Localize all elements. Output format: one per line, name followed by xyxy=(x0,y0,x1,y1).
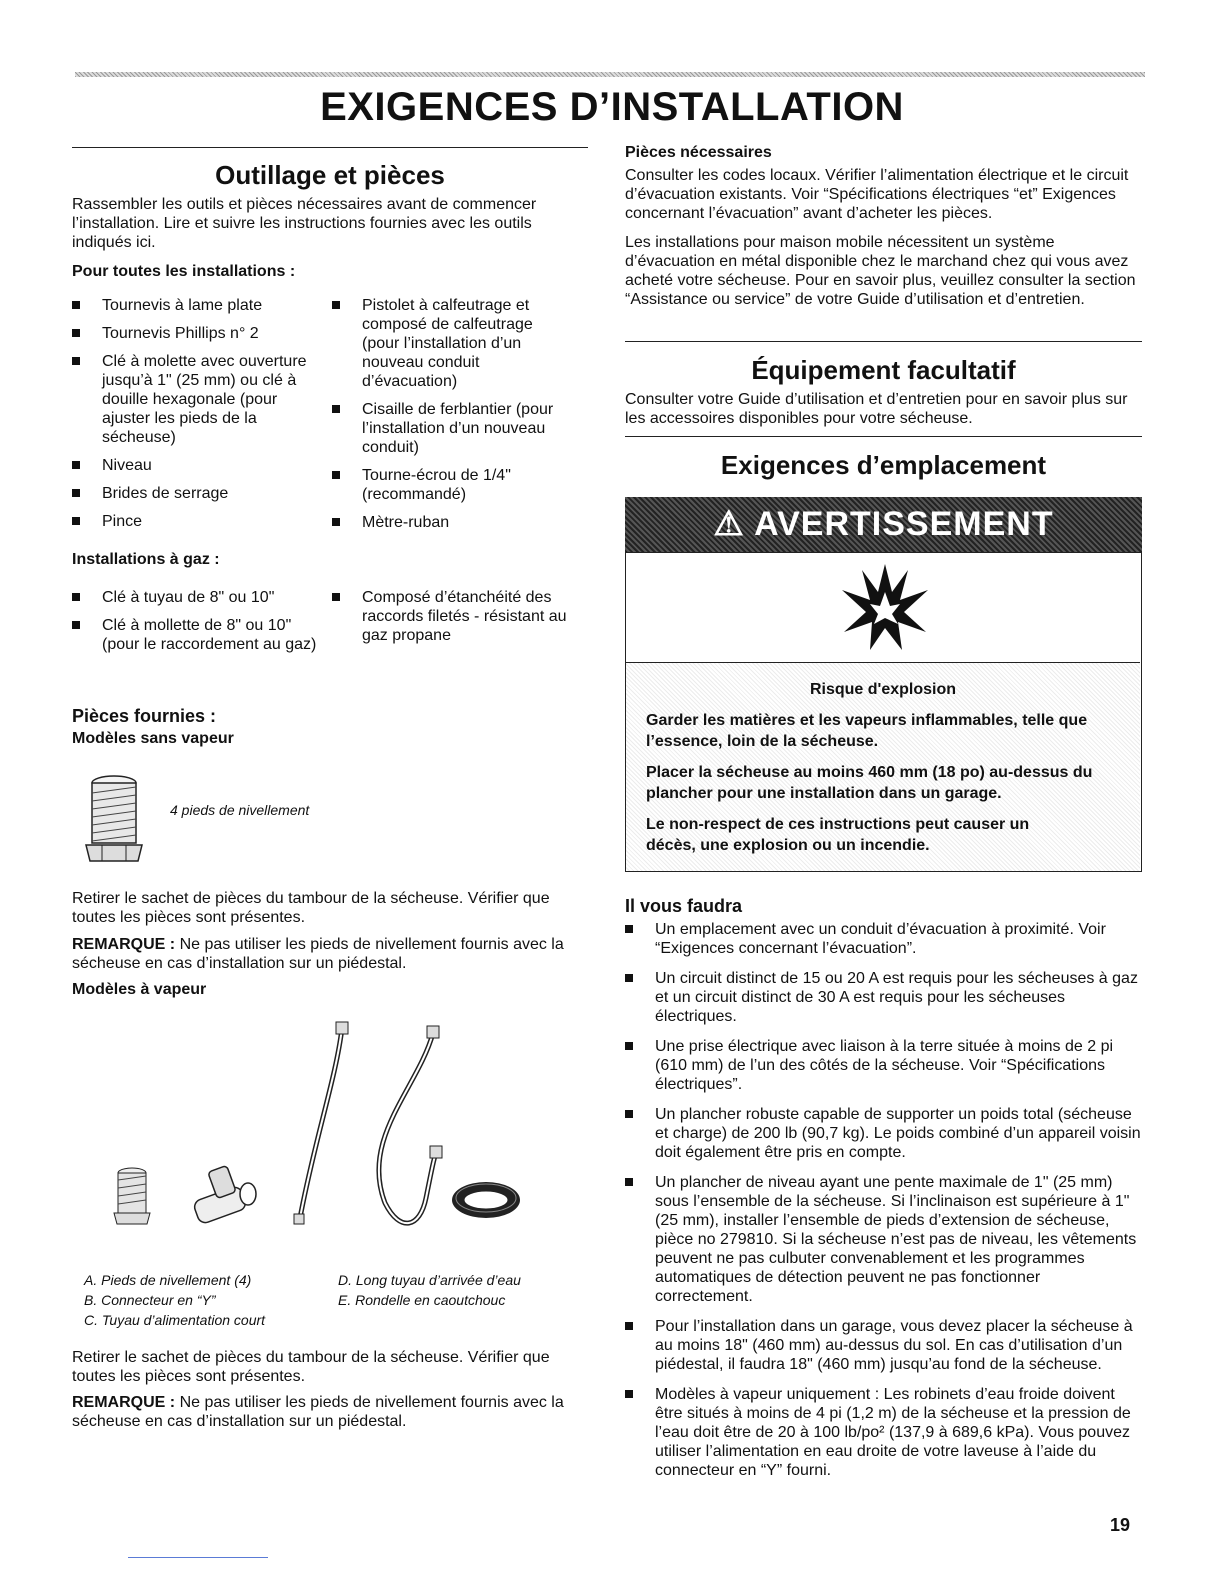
list-item: Composé d’étanchéité des raccords filetés - résistant au gaz propane xyxy=(332,588,572,645)
you-will-need-label: Il vous faudra xyxy=(625,896,743,916)
all-tools-list-2 xyxy=(332,296,572,541)
section-divider xyxy=(625,436,1142,437)
list-item: Tournevis à lame plate xyxy=(72,296,322,315)
gas-tools-list-1 xyxy=(72,588,322,663)
list-item: Mètre-ruban xyxy=(332,513,572,532)
warning-line: Le non-respect de ces instructions peut causer un décès, une explosion ou un incendie. xyxy=(646,816,1030,854)
note-text: Ne pas utiliser les pieds de nivellement fournis avec la sécheuse en cas d’installation sur un piédestal. xyxy=(72,936,564,972)
list-item: Modèles à vapeur uniquement : Les robinets d’eau froide doivent être situés à moins de 4 pi (1,2 m) de la sécheuse et la pression de l’eau doit être de 20 à 100 lb/po² (137,9 à 689,6 kPa). Vous pouvez utiliser l’alimentation en eau droite de votre laveuse à l’aide du connecteur en “Y” fourni. xyxy=(625,1385,1142,1480)
page-number: 19 xyxy=(1110,1515,1131,1535)
list-item: Un plancher de niveau ayant une pente maximale de 1" (25 mm) sous l’ensemble de la sécheuse. Si l’inclinaison est supérieure à 1" (25 mm), installer l’ensemble de pieds d’extension de sécheuse, pièce no 279810. Si la sécheuse n’est pas de niveau, les vêtements peuvent ne pas culbuter convenablement et les programmes automatiques de détection peuvent ne pas fonctionner correctement. xyxy=(625,1173,1142,1306)
list-item: Tournevis Phillips n° 2 xyxy=(72,324,322,343)
long-hose-icon xyxy=(379,1026,442,1223)
parts-needed-text: Consulter les codes locaux. Vérifier l’alimentation électrique et le circuit d’évacuation existants. Voir “Spécifications électriques “et” Exigences concernant l’évacuation” avant d’acheter les pièces. xyxy=(625,167,1129,222)
list-item: Pour l’installation dans un garage, vous devez placer la sécheuse à au moins 18" (460 mm) au-dessus du sol. En cas d’utilisation d’un piédestal, il faudra 18" (460 mm) jusqu’au fond de la sécheuse. xyxy=(625,1317,1142,1374)
warning-text-panel xyxy=(626,662,1140,871)
warning-title: AVERTISSEMENT xyxy=(754,505,1054,543)
remove-bag-text: Retirer le sachet de pièces du tambour de la sécheuse. Vérifier que toutes les pièces sont présentes. xyxy=(72,890,550,926)
warning-line: Garder les matières et les vapeurs inflammables, telle que l’essence, loin de la sécheuse. xyxy=(646,712,1088,750)
page-title: EXIGENCES D’INSTALLATION xyxy=(320,85,904,129)
note-paragraph xyxy=(72,1393,588,1431)
location-heading: Exigences d’emplacement xyxy=(720,450,1047,480)
requirements-list xyxy=(625,920,1142,1491)
caption-e: E. Rondelle en caoutchouc xyxy=(338,1292,506,1308)
list-item: Une prise électrique avec liaison à la terre située à moins de 2 pi (610 mm) de l’un des côtés de la sécheuse. Voir “Spécifications électriques”. xyxy=(625,1037,1142,1094)
tools-heading: Outillage et pièces xyxy=(215,160,445,190)
list-item: Clé à mollette de 8" ou 10" (pour le raccordement au gaz) xyxy=(72,616,322,654)
list-item: Clé à molette avec ouverture jusqu’à 1" (25 mm) ou clé à douille hexagonale (pour ajuster les pieds de la sécheuse) xyxy=(72,352,322,447)
list-item: Pistolet à calfeutrage et composé de calfeutrage (pour l’installation d’un nouveau conduit d’évacuation) xyxy=(332,296,572,391)
caption-a: A. Pieds de nivellement (4) xyxy=(84,1272,252,1288)
leveling-foot-icon xyxy=(84,773,144,869)
list-item: Un plancher robuste capable de supporter un poids total (sécheuse et charge) de 200 lb (90,7 kg). Le poids combiné d’un appareil voisin doit également être pris en compte. xyxy=(625,1105,1142,1162)
list-item: Pince xyxy=(72,512,322,531)
rubber-washer-icon xyxy=(452,1182,520,1218)
caption-d: D. Long tuyau d’arrivée d’eau xyxy=(338,1272,521,1288)
section-divider xyxy=(72,147,588,148)
warning-subtitle: Risque d'explosion xyxy=(809,681,957,698)
tools-intro: Rassembler les outils et pièces nécessaires avant de commencer l’installation. Lire et suivre les instructions fournies avec les outils indiqués ici. xyxy=(72,196,537,251)
short-hose-icon xyxy=(294,1022,348,1224)
list-item: Clé à tuyau de 8" ou 10" xyxy=(72,588,322,607)
mobile-home-text: Les installations pour maison mobile nécessitent un système d’évacuation en métal disponible chez le marchand chez qui vous avez acheté votre sécheuse. Pour en savoir plus, veuillez consulter la section “Assistance ou service” de votre Guide d’utilisation et d’entretien. xyxy=(625,234,1136,308)
list-item: Tourne-écrou de 1/4" (recommandé) xyxy=(332,466,572,504)
parts-needed-label: Pièces nécessaires xyxy=(625,144,772,161)
list-item: Brides de serrage xyxy=(72,484,322,503)
y-connector-icon xyxy=(192,1165,256,1224)
list-item: Un circuit distinct de 15 ou 20 A est requis pour les sécheuses à gaz et un circuit distinct de 30 A est requis pour les sécheuses électriques. xyxy=(625,969,1142,1026)
top-decorative-band xyxy=(75,72,1145,77)
caption-c: C. Tuyau d’alimentation court xyxy=(84,1312,266,1328)
note-label: REMARQUE : xyxy=(72,936,176,953)
explosion-icon xyxy=(840,562,930,652)
note-text: Ne pas utiliser les pieds de nivellement fournis avec la sécheuse en cas d’installation sur un piédestal. xyxy=(72,1394,564,1430)
caption-b: B. Connecteur en “Y” xyxy=(84,1292,216,1308)
warning-line: Placer la sécheuse au moins 460 mm (18 po) au-dessus du plancher pour une installation dans un garage. xyxy=(646,764,1093,802)
list-item: Niveau xyxy=(72,456,322,475)
note-paragraph xyxy=(72,935,588,973)
gas-tools-list-2 xyxy=(332,588,572,654)
steam-label: Modèles à vapeur xyxy=(72,981,207,998)
warning-header xyxy=(625,497,1142,552)
supplied-parts-label: Pièces fournies : xyxy=(72,706,217,726)
list-item: Cisaille de ferblantier (pour l’installation d’un nouveau conduit) xyxy=(332,400,572,457)
all-installs-label: Pour toutes les installations : xyxy=(72,263,296,280)
steam-parts-illustration xyxy=(100,1018,550,1238)
remove-bag-text: Retirer le sachet de pièces du tambour de la sécheuse. Vérifier que toutes les pièces sont présentes. xyxy=(72,1349,550,1385)
all-tools-list-1 xyxy=(72,296,322,540)
no-steam-label: Modèles sans vapeur xyxy=(72,730,234,747)
warning-triangle-icon: ⚠ xyxy=(713,505,745,543)
list-item: Un emplacement avec un conduit d’évacuation à proximité. Voir “Exigences concernant l’évacuation”. xyxy=(625,920,1142,958)
captions-col-1 xyxy=(84,1270,265,1330)
captions-col-2 xyxy=(338,1270,521,1310)
leveling-foot-icon xyxy=(114,1168,150,1224)
footer-link-underline xyxy=(128,1557,268,1558)
optional-equipment-text: Consulter votre Guide d’utilisation et d’entretien pour en savoir plus sur les accessoires disponibles pour votre sécheuse. xyxy=(625,391,1128,427)
note-label: REMARQUE : xyxy=(72,1394,176,1411)
section-divider xyxy=(625,341,1142,342)
gas-installs-label: Installations à gaz : xyxy=(72,551,220,568)
optional-equipment-heading: Équipement facultatif xyxy=(751,355,1016,385)
leveling-caption: 4 pieds de nivellement xyxy=(170,802,310,818)
